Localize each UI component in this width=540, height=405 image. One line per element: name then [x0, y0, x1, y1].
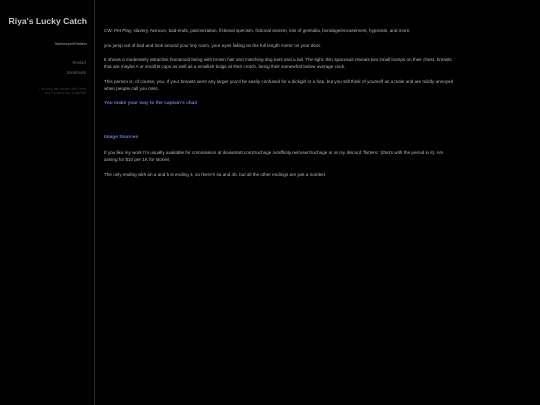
- commission-info: If you like my work I'm usually available for commission at deviantart.com/zachage /uraffinity.net/user/zachage or at my discord 'flutters.' (that's with the period in it). Am aiming for $10 per 1K for stories: [104, 150, 444, 163]
- story-author: Starkeeper/Platters: [54, 42, 87, 46]
- captains-chair-choice-link[interactable]: You make your way to the captain's chair: [104, 100, 198, 106]
- choice-container: [104, 100, 456, 107]
- image-sources-heading: Image Sources: [104, 134, 139, 140]
- story-title: Riya's Lucky Catch: [8, 16, 87, 26]
- passage-paragraph: you jump out of bed and look around your tiny room, your eyes falling on the full length mirror on your door.: [104, 42, 322, 48]
- sidebar-credit-note: The story was created with Twine and is powered by TiddlyWiki: [38, 87, 86, 96]
- sidebar-menu: [0, 60, 86, 75]
- ending-note: The only ending with an a and b is ending 4, so there's 4a and 4b, but all the other endings are just a number.: [104, 171, 327, 177]
- passage-paragraph: It shows a moderately attractive humanoid being with brown hair and matching dog ears and a tail. The tight, thin spacesuit reveals two small bumps on their chest, breasts that are maybe A or small B cups as well as a smallish bulge at their crotch, being their somewhat below average cock.: [104, 57, 452, 70]
- bookmark-link[interactable]: Bookmark: [67, 70, 86, 75]
- passage: [104, 27, 456, 186]
- passage-paragraph: This person is, of course, you. If your breasts were any larger you'd be easily confused for a dickgirl or a futa, but you still think of yourself as a male and are mildly annoyed when people call you miss.: [104, 78, 454, 92]
- restart-link[interactable]: Restart: [72, 60, 86, 65]
- sidebar: [0, 0, 95, 405]
- content-warning: CW: Pet Play, slavery, Noncon, bad-ends, patronization, fictional specism, fictional sexism, lots of genitalia, bondage/encasement, hypnosis, and more.: [104, 28, 411, 33]
